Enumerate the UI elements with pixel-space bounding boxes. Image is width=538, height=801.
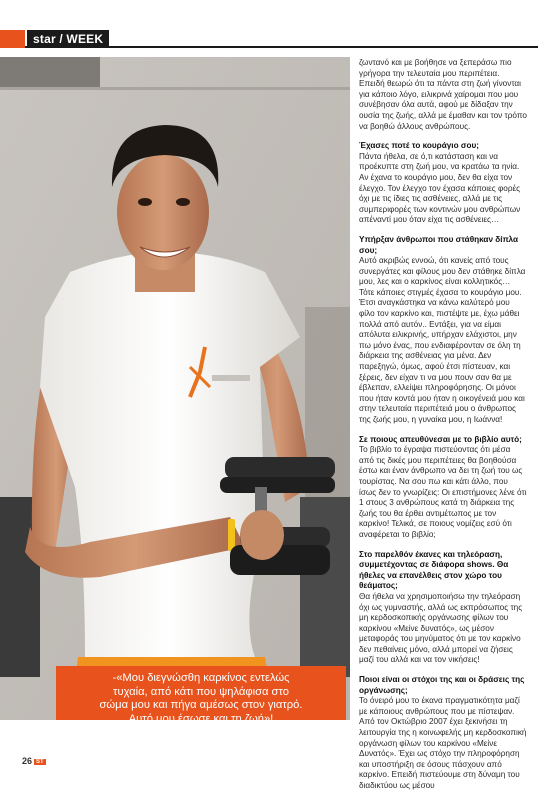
interview-answer: Το όνειρό μου το έκανα πραγματικότητα μαζί με κάποιους ανθρώπους που με πίστεψαν. Από τον Οκτώβριο 2007 έχει ξεκινήσει τη λειτουργία της η κοινωφελής μη κερδοσκοπική οργάνωση φίλων του καρκίνου «Μείνε Δυνατός». Έχει ως στόχο την πληροφόρηση και υποστήριξη σε όσους πάσχουν από καρκίνο. Επειδή πιστεύουμε στη δύναμη του διαδικτύου ως μέσου (359, 696, 527, 790)
portrait-photo (0, 57, 350, 720)
header-accent-bar (0, 30, 25, 48)
pull-quote-box (56, 666, 346, 725)
interview-answer: Αυτό ακριβώς εννοώ, ότι κανείς από τους συνεργάτες και φίλους μου δεν στάθηκε δίπλα μου, λες και ο καρκίνος είναι κολλητικός… Τότε κάποιες στιγμές έχασα το κουράγιο μου. Έτσι αναγκάστηκα να κάνω καλύτερό μου φίλο τον καρκίνο και, πιστέψτε με, έχω μάθει πολλά από αυτόν.. Εντάξει, για να είμαι απόλυτα ειλικρινής, υπήρχαν ελάχιστοι, μην πω μόνο ένας, που ενδιαφέρονταν σε όλη τη διάρκεια της ασθένειας για μένα. Δεν παρεξηγώ, όμως, αφού έτσι πίστευαν, και ξέρεις, δεν είχαν τι να μου πουν σαν θα με έβλεπαν, ελλείψει πληροφόρησης. Οι μόνοι που ήταν κοντά μου ήταν η οικογένειά μου και στην τελευταία περιπέτειά μου ο άνθρωπος της ζωής μου, η γυναίκα μου, η Ιωάννα! (359, 256, 526, 424)
magazine-logo: ST (36, 759, 44, 765)
article-text-column (359, 58, 527, 801)
interview-question: Σε ποιους απευθύνεσαι με το βιβλίο αυτό; (359, 434, 522, 444)
section-header (0, 30, 538, 48)
page-number: 26 (22, 756, 33, 766)
pull-quote-line: Αυτό μου έσωσε και τη ζωή»! (128, 712, 274, 725)
page-footer (22, 756, 46, 766)
pull-quote (56, 672, 346, 726)
interview-question: Στο παρελθόν έκανες και τηλεόραση, συμμετέχοντας σε διάφορα shows. Θα ήθελες να επανέλθεις στον χώρο του θεάματος; (359, 549, 509, 591)
pull-quote-line: σώμα μου και πήγα αμέσως στον γιατρό. (99, 699, 303, 711)
interview-answer: Πάντα ήθελα, σε ό,τι κατάσταση και να προέκυπτε στη ζωή μου, να κρατάω τα ηνία. Αν έχανα το κουράγιο μου, δεν θα είχα τον έλεγχο. Τον έλεγχο τον έχασα κάποιες φορές όχι με τις ίδιες τις ασθένειες, αλλά με τις συμπεριφορές των κοντινών μου ανθρώπων απέναντί μου όταν είχα τις ασθένειες… (359, 151, 521, 225)
interview-question: Υπήρξαν άνθρωποι που στάθηκαν δίπλα σου; (359, 234, 518, 255)
photo-illustration (0, 57, 350, 720)
interview-question: Ποιοι είναι οι στόχοι της και οι δράσεις της οργάνωσης; (359, 675, 525, 695)
interview-answer: Θα ήθελα να χρησιμοποιήσω την τηλεόραση όχι ως γυμναστής, αλλά ως εκπρόσωπος της μη κερδοσκοπικής οργάνωσης φίλων του καρκίνου «Μείνε δυνατός», ως μέσον μεταφοράς του μηνύματος ότι με τον καρκίνο δεν πεθαίνεις μόνο, αλλά μπορεί να ζήσεις μαζί του αλλά και να τον νικήσεις! (359, 591, 523, 665)
pull-quote-line: τυχαία, από κάτι που ψηλάφισα στο (113, 685, 289, 698)
section-title: star / WEEK (27, 30, 109, 48)
interview-answer: Το βιβλίο το έγραψα πιστεύοντας ότι μέσα από τις δικές μου περιπέτειες θα βοηθούσα έστω και έναν άνθρωπο να δει τη ζωή του ως τουρίστας. Να σου πω και κάτι άλλο, που ίσως δεν το γνωρίζεις: Οι επιστήμονες λένε ότι 1 στους 3 ανθρώπους κατά τη διάρκεια της ζωής του θα έρθει αντιμέτωπος με τον καρκίνο! Τελικά, σε ποιους νομίζεις εσύ ότι αναφέρεται το βιβλίο; (359, 445, 527, 539)
pull-quote-line: -«Μου διεγνώσθη καρκίνος εντελώς (112, 672, 290, 684)
header-rule (25, 46, 538, 48)
article-intro: ζωντανό και με βοήθησε να ξεπεράσω πιο γρήγορα την τελευταία μου περιπέτεια. Επειδή θεωρώ ότι τα πάντα στη ζωή γίνονται για κάποιο λόγο, ειλικρινά χαίρομαι που μου συνέβησαν όλα αυτά, αφού με δίδαξαν την ουσία της ζωής, αλλά με έμαθαν και τον τρόπο να βοηθώ άλλους ανθρώπους. (359, 58, 527, 131)
interview-question: Έχασες ποτέ το κουράγιο σου; (359, 141, 479, 151)
